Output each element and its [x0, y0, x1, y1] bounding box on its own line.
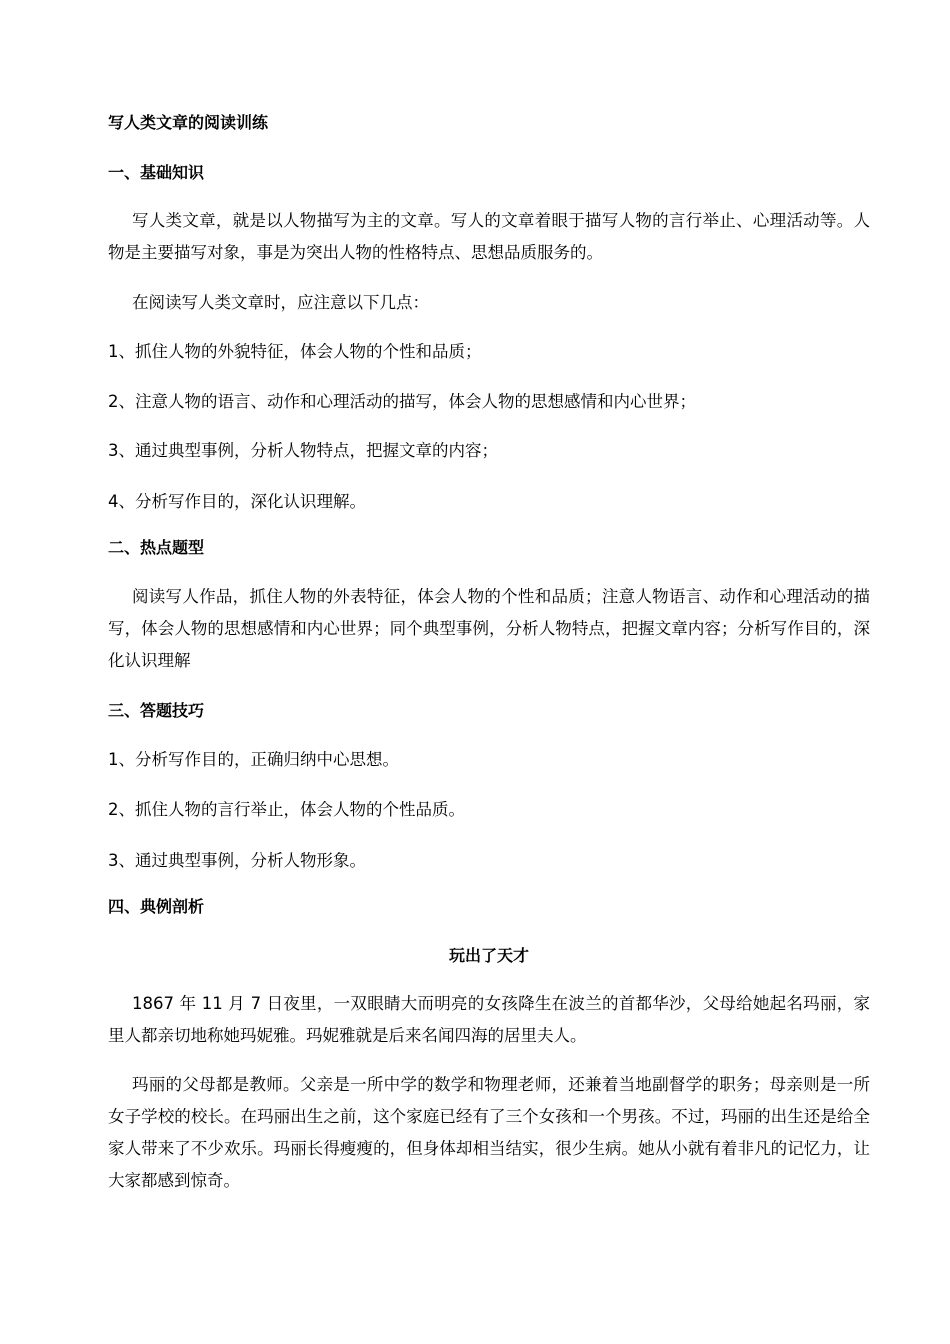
hot-topics-paragraph: 阅读写人作品，抓住人物的外表特征，体会人物的个性和品质；注意人物语言、动作和心理活动的描写，体会人物的思想感情和内心世界；同个典型事例，分析人物特点，把握文章内容；分析写作目的，深化认识理解 [108, 587, 870, 670]
story-title: 玩出了天才 [448, 946, 529, 965]
tips-list-item: 1、分析写作目的，正确归纳中心思想。 [108, 750, 399, 769]
section-heading-basics: 一、基础知识 [108, 163, 205, 182]
section-heading-example: 四、典例剖析 [108, 897, 205, 916]
tips-list-item: 2、抓住人物的言行举止，体会人物的个性品质。 [108, 800, 465, 819]
tips-list-item: 3、通过典型事例，分析人物形象。 [108, 851, 366, 870]
basics-list-item: 2、注意人物的语言、动作和心理活动的描写，体会人物的思想感情和内心世界； [108, 392, 696, 411]
story-paragraph-2: 玛丽的父母都是教师。父亲是一所中学的数学和物理老师，还兼着当地副督学的职务；母亲则是一所女子学校的校长。在玛丽出生之前，这个家庭已经有了三个女孩和一个男孩。不过，玛丽的出生还是给全家人带来了不少欢乐。玛丽长得瘦瘦的，但身体却相当结实，很少生病。她从小就有着非凡的记忆力，让大家都感到惊奇。 [108, 1075, 870, 1190]
basics-paragraph-1: 写人类文章，就是以人物描写为主的文章。写人的文章着眼于描写人物的言行举止、心理活动等。人物是主要描写对象，事是为突出人物的性格特点、思想品质服务的。 [108, 211, 870, 262]
section-heading-answer-tips: 三、答题技巧 [108, 701, 205, 720]
basics-list-item: 3、通过典型事例，分析人物特点，把握文章的内容； [108, 441, 498, 460]
basics-list-item: 1、抓住人物的外貌特征，体会人物的个性和品质； [108, 342, 482, 361]
basics-list-item: 4、分析写作目的，深化认识理解。 [108, 492, 366, 511]
basics-paragraph-2: 在阅读写人类文章时，应注意以下几点： [132, 293, 429, 312]
document-title: 写人类文章的阅读训练 [108, 113, 269, 132]
section-heading-hot-topics: 二、热点题型 [108, 538, 205, 557]
story-paragraph-1: 1867 年 11 月 7 日夜里，一双眼睛大而明亮的女孩降生在波兰的首都华沙，父母给她起名玛丽，家里人都亲切地称她玛妮雅。玛妮雅就是后来名闻四海的居里夫人。 [108, 994, 870, 1045]
